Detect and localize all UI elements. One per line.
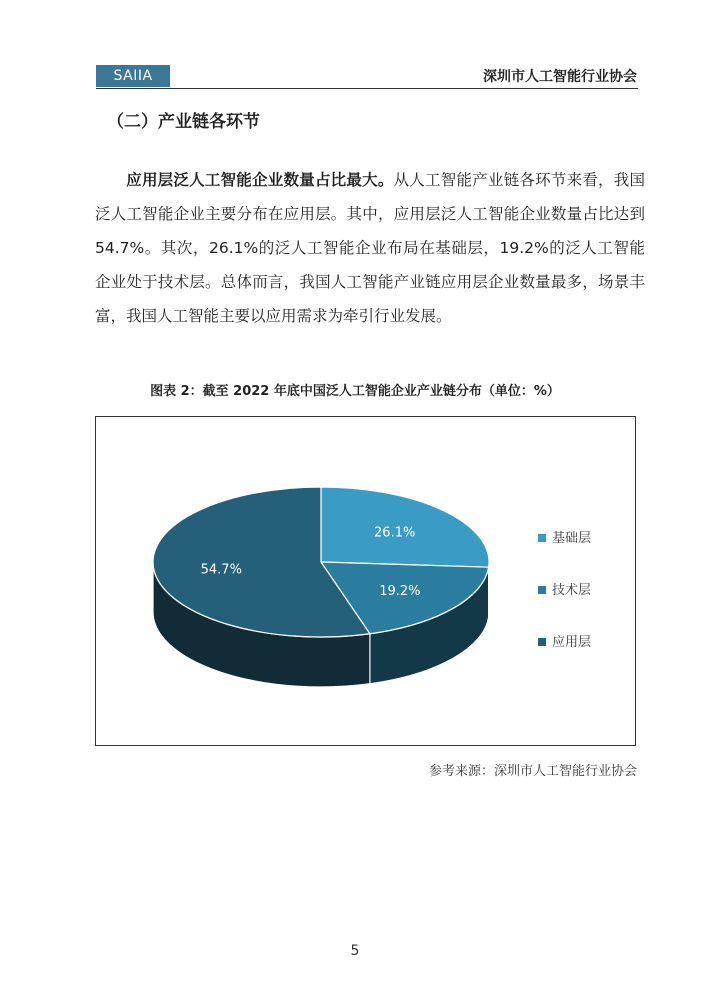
figure-caption: 图表 2：截至 2022 年底中国泛人工智能企业产业链分布（单位：%） bbox=[150, 384, 560, 399]
paragraph-lead: 应用层泛人工智能企业数量占比最大。 bbox=[126, 171, 394, 189]
pie-chart bbox=[96, 417, 637, 747]
paragraph-body: 从人工智能产业链各环节来看，我国泛人工智能企业主要分布在应用层。其中，应用层泛人工智能企业数量占比达到 54.7%。其次，26.1%的泛人工智能企业布局在基础层，19.2%的泛人工智能企业处于技术层。总体而言，我国人工智能产业链应用层企业数量最多，场景丰富，我国人工智能主要以应用需求为牵引行业发展。 bbox=[95, 171, 645, 325]
pie-data-label-2: 54.7% bbox=[200, 562, 242, 578]
pie-data-label-1: 19.2% bbox=[379, 584, 421, 600]
legend-label-1: 技术层 bbox=[552, 583, 592, 598]
figure-source: 参考来源：深圳市人工智能行业协会 bbox=[428, 764, 637, 779]
legend-swatch-0 bbox=[538, 534, 546, 542]
header-organization: 深圳市人工智能行业协会 bbox=[483, 69, 637, 85]
legend-swatch-2 bbox=[538, 638, 546, 646]
body-paragraph bbox=[95, 163, 645, 333]
header-badge: SAIIA bbox=[96, 65, 170, 87]
legend-label-0: 基础层 bbox=[552, 531, 592, 546]
pie-data-label-0: 26.1% bbox=[374, 525, 416, 541]
section-title: （二）产业链各环节 bbox=[107, 112, 260, 132]
legend-swatch-1 bbox=[538, 586, 546, 594]
page-number: 5 bbox=[350, 943, 360, 959]
legend-label-2: 应用层 bbox=[552, 635, 592, 650]
pie-chart-frame bbox=[95, 416, 636, 746]
header-divider bbox=[96, 88, 638, 89]
